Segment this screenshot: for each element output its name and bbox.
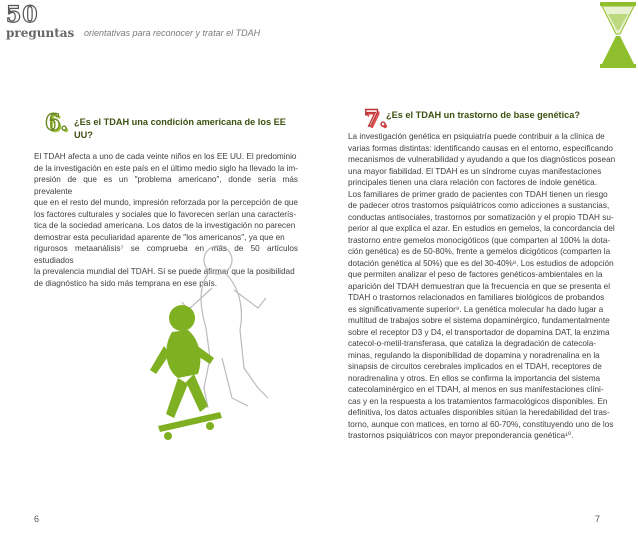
answer-text-6: El TDAH afecta a uno de cada veinte niños en los EE UU. El predominio de la investigación en este país en el último medio siglo ha llevado la im- presión de que es un "problema americano", donde sería más prevalente que en el resto del mundo, impresión reforzada por la percepción de que los factores culturales y sociales que lo favorecen serían una caracterís- tica de la sociedad americana. Los datos de la investigación no parecen demostrar esta peculiaridad aparente de "los americanos", ya que en rigurosos metaanálisis⁷ se comprueba en más de 50 artículos estudiados la prevalencia mundial del TDAH. Sí se puede afirmar que la posibilidad de diagnóstico ha sido más temprana en ese país. (34, 152, 298, 288)
question-number-7: 7. (364, 106, 387, 132)
page-number-right: 7 (595, 514, 601, 524)
header-word: preguntas (6, 26, 75, 40)
question-title-6: ¿Es el TDAH una condición americana de los EE UU? (74, 117, 286, 140)
answer-text-7: La investigación genética en psiquiatría puede contribuir a la clínica de varias formas distintas: identificando causas en el entorno, especificando mecanismos de vulnerabilidad y ayudando a que los diagnósticos posean una mayor fiabilidad. El TDAH es un síndrome cuyas manifestaciones principales tienen una clara relación con factores de índole genética. Los familiares de primer grado de pacientes con TDAH tienen un riesgo de padecer otros trastornos psiquiátricos como adicciones a sustancias, conductas antisociales, trastornos por somatización y el propio TDAH su- perior al que explica el azar. En estudios en gemelos, la concordancia del trastorno entre gemelos monocigóticos (que comparten al 100% la dota- ción genética) es de 50-80%, frente a gemelos dicigóticos (comparten la dotación genética al 50%) que es del 30-40%⁸. Los estudios de adopción que permiten analizar el peso de factores genéticos-ambientales en la aparición del TDAH demuestran que la frecuencia en que se presenta el TDAH o trastornos relacionados en familiares biológicos de probandos es significativamente superior⁹. La genética molecular ha dado lugar a multitud de trabajos sobre el sistema dopaminérgico, fundamentalmente sobre el receptor D3 y D4, el transportador de dopamina DAT, la enzima catecol-o-metil-transferasa, que cataliza la degradación de catecola- minas, regulando la disponibilidad de dopamina y noradrenalina en la sinapsis de circuitos cerebrales implicados en el TDAH, receptores de noradrenalina y otros. En ellos se confirma la importancia del sistema catecolaminérgico en el TDAH, al menos en sus manifestaciones clíni- cas y en la respuesta a los tratamientos farmacológicos disponibles. En definitiva, los datos actuales disponibles sitúan la heredabilidad del tras- torno, aunque con matices, en torno al 60-70%, constituyendo uno de los trastornos psiquiátricos con mayor preponderancia genética¹⁰. (348, 132, 616, 440)
question-title-7: ¿Es el TDAH un trastorno de base genética? (386, 110, 580, 120)
hourglass-icon (588, 0, 638, 70)
page-number-left: 6 (34, 514, 40, 524)
header-subtitle: orientativas para reconocer y tratar el TDAH (84, 28, 261, 38)
header-number: 50 (6, 2, 39, 28)
question-number-6: 6. (45, 110, 68, 136)
skateboard-kids-illustration (148, 238, 280, 468)
